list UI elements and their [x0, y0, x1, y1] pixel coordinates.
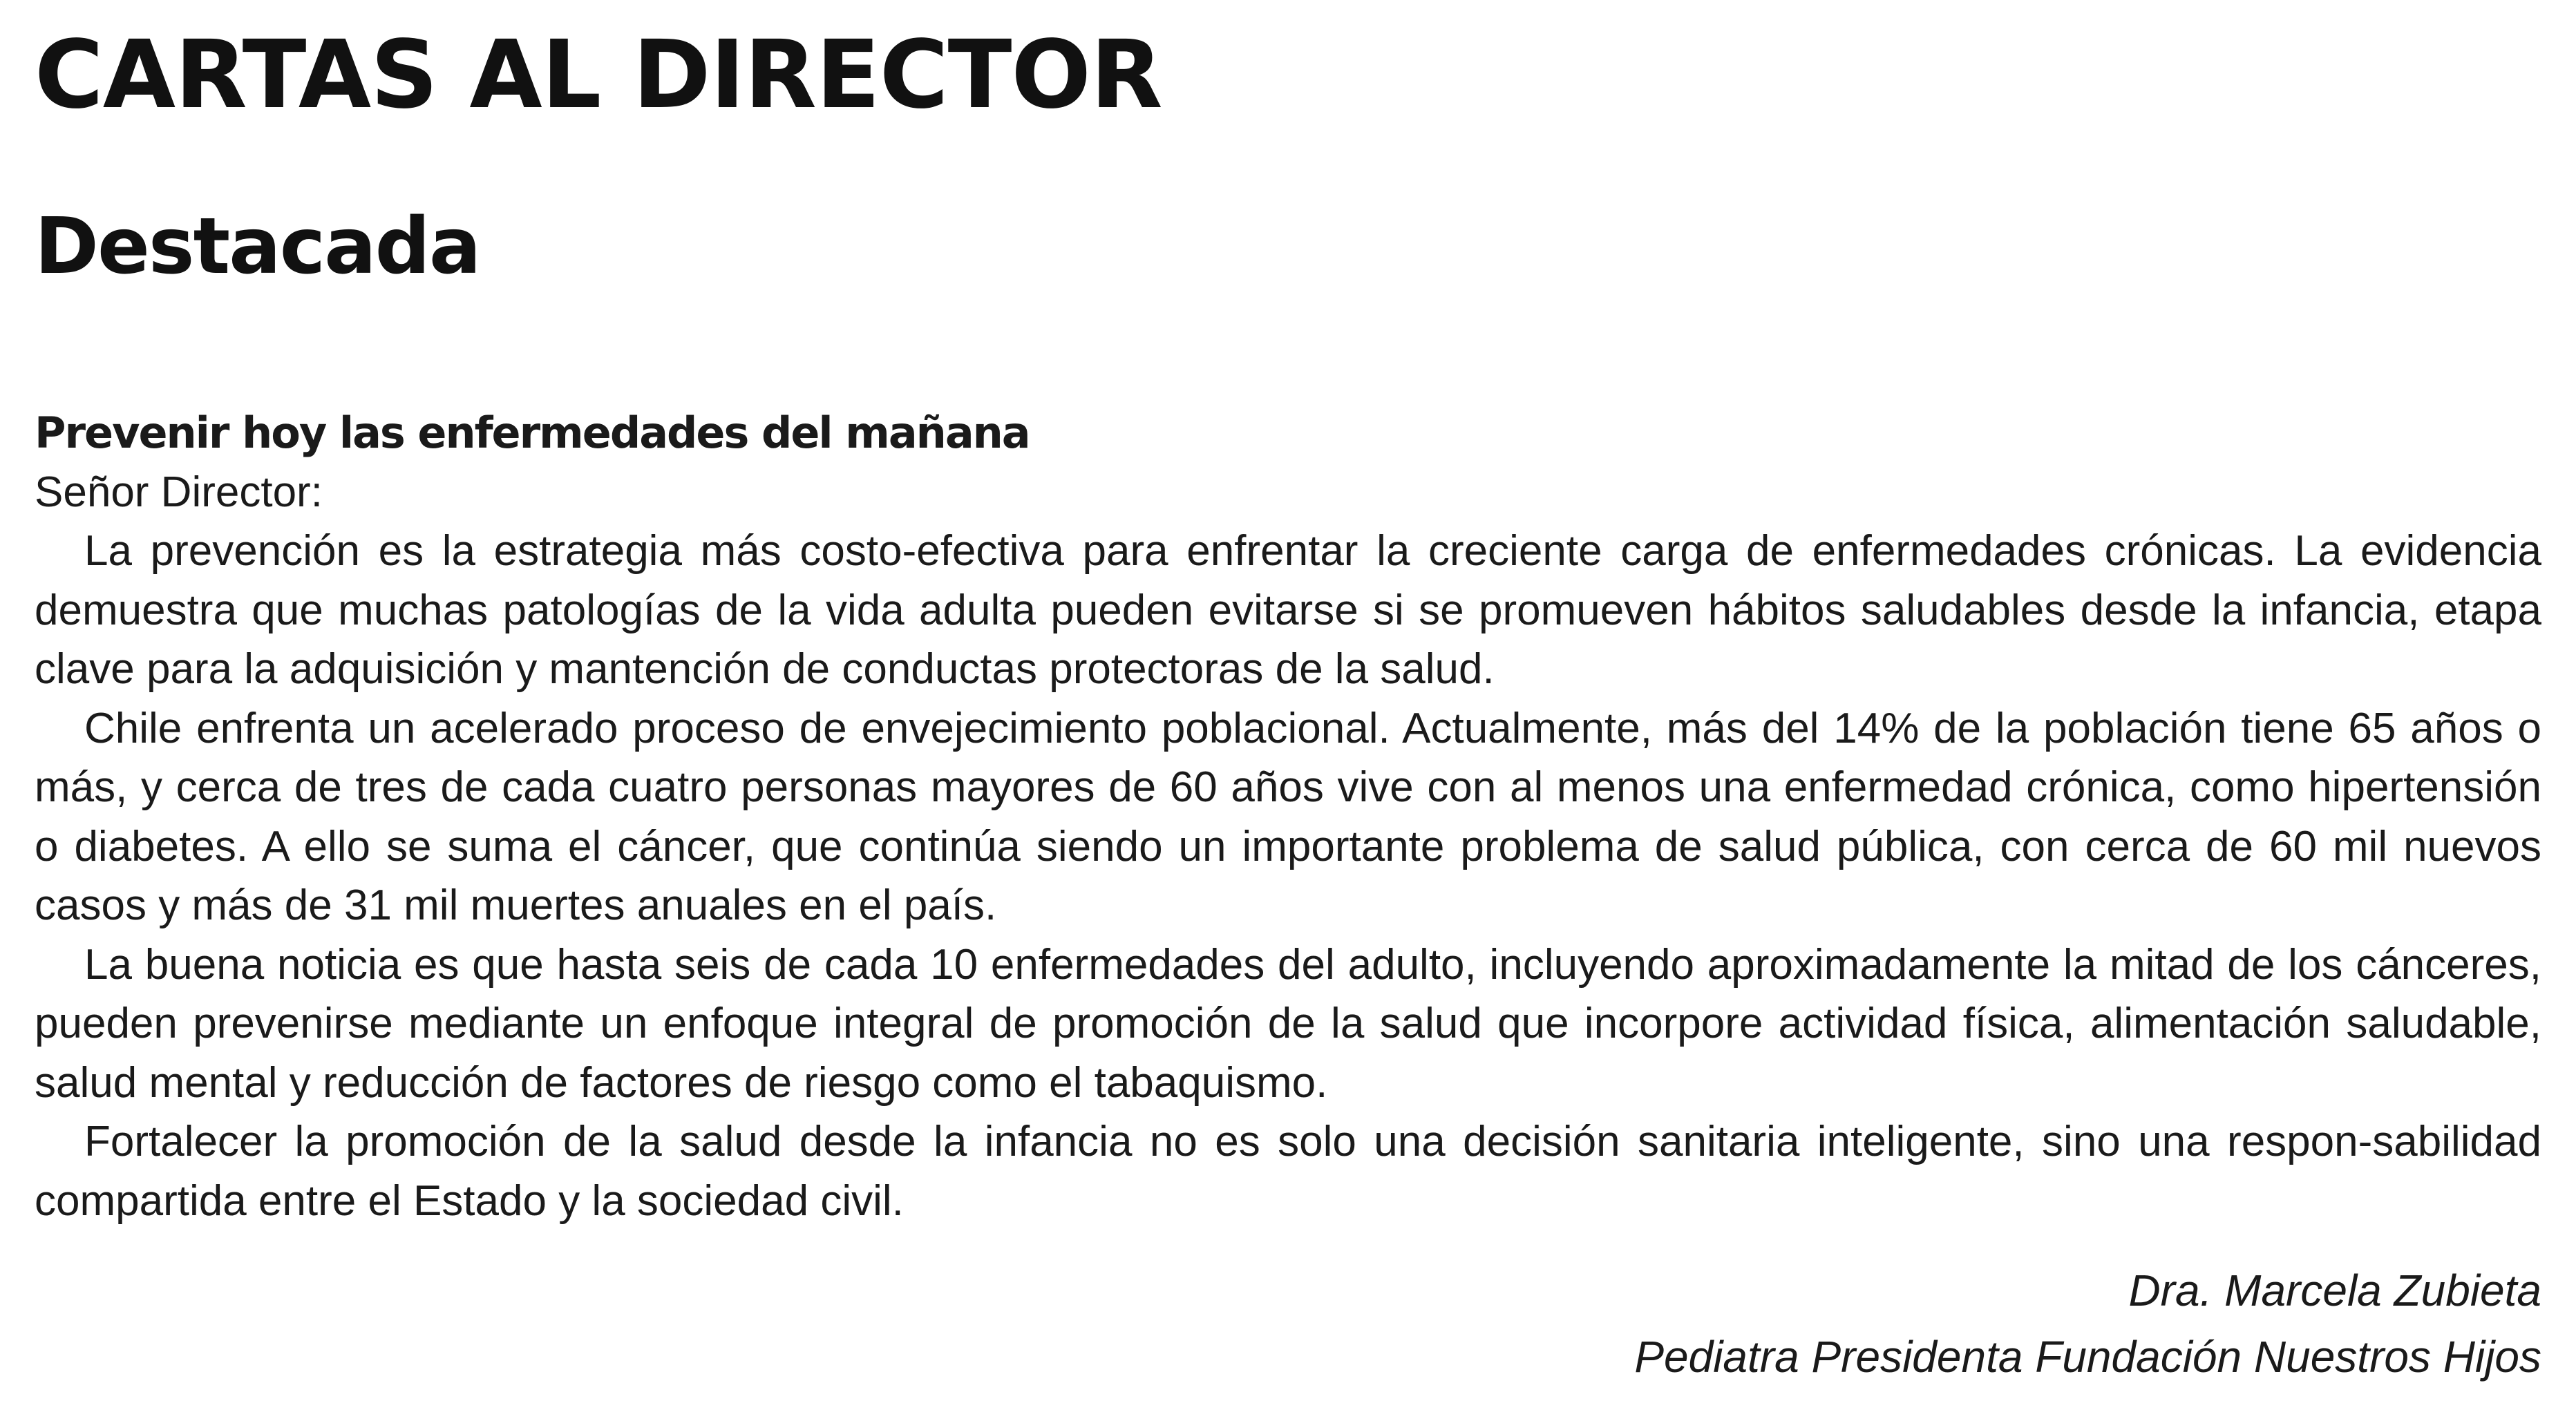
signature-role: Pediatra Presidenta Fundación Nuestros Hijos [1634, 1332, 2541, 1382]
letter-paragraph: La prevención es la estrategia más costo-efectiva para enfrentar la creciente carga de enfermedades crónicas. La evidencia demuestra que muchas patologías de la vida adulta pueden evitarse si se promueven hábitos saludables desde la infancia, etapa clave para la adquisición y mantención de conductas protectoras de la salud. [35, 527, 2541, 693]
section-title: CARTAS AL DIRECTOR [35, 21, 1162, 130]
letter-title: Prevenir hoy las enfermedades del mañana [35, 408, 1030, 458]
letter-paragraph: Chile enfrenta un acelerado proceso de envejecimiento poblacional. Actualmente, más del 14% de la población tiene 65 años o más, y cerca de tres de cada cuatro personas mayores de 60 años vive con al menos una enfermedad crónica, como hipertensión o diabetes. A ello se suma el cáncer, que continúa siendo un importante problema de salud pública, con cerca de 60 mil nuevos casos y más de 31 mil muertes anuales en el país. [35, 704, 2541, 929]
letter-paragraph: La buena noticia es que hasta seis de cada 10 enfermedades del adulto, incluyendo aproximadamente la mitad de los cánceres, pueden prevenirse mediante un enfoque integral de promoción de la salud que incorpore actividad física, alimentación saludable, salud mental y reducción de factores de riesgo como el tabaquismo. [35, 940, 2541, 1107]
signature-block [1634, 1257, 2541, 1390]
salutation: Señor Director: [35, 468, 323, 516]
letter-paragraph: Fortalecer la promoción de la salud desde la infancia no es solo una decisión sanitaria inteligente, sino una respon-sabilidad compartida entre el Estado y la sociedad civil. [35, 1118, 2541, 1225]
featured-label: Destacada [35, 202, 480, 292]
signature-name: Dra. Marcela Zubieta [2128, 1266, 2541, 1315]
letter [35, 403, 2541, 1230]
